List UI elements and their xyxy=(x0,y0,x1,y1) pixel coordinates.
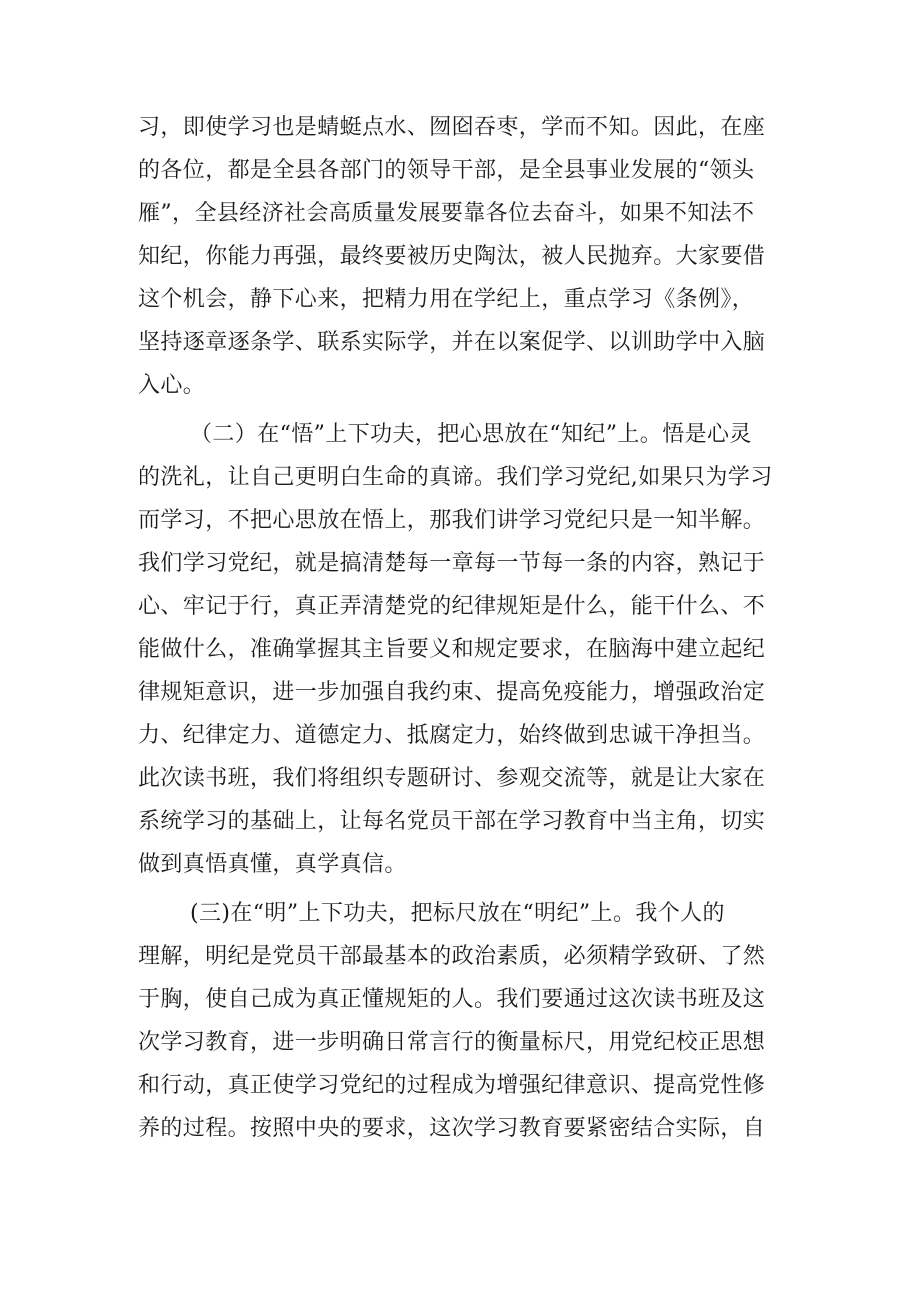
text-line: 坚持逐章逐条学、联系实际学，并在以案促学、以训助学中入脑 xyxy=(138,330,766,355)
text-line: 理解，明纪是党员干部最基本的政治素质，必须精学致研、了然 xyxy=(138,944,766,969)
text-line: 雁”，全县经济社会高质量发展要靠各位去奋斗，如果不知法不 xyxy=(138,201,755,226)
text-line: 入心。 xyxy=(138,373,206,398)
text-line: 的各位，都是全县各部门的领导干部，是全县事业发展的“领头 xyxy=(138,158,755,183)
text-line: 于胸，使自己成为真正懂规矩的人。我们要通过这次读书班及这 xyxy=(138,987,766,1012)
text-line: 做到真悟真懂，真学真信。 xyxy=(138,852,407,877)
text-line: 系统学习的基础上，让每名党员干部在学习教育中当主角，切实 xyxy=(138,809,766,834)
text-line: 这个机会，静下心来，把精力用在学纪上，重点学习《条例》， xyxy=(138,287,755,312)
text-line: 此次读书班，我们将组织专题研讨、参观交流等，就是让大家在 xyxy=(138,766,766,791)
section-heading-line: （二）在“悟”上下功夫，把心思放在“知纪”上。悟是心灵 xyxy=(190,422,752,447)
text-line: 次学习教育，进一步明确日常言行的衡量标尺，用党纪校正思想 xyxy=(138,1030,766,1055)
section-heading-line: (三)在“明”上下功夫，把标尺放在“明纪”上。我个人的 xyxy=(190,901,725,926)
text-line: 而学习，不把心思放在悟上，那我们讲学习党纪只是一知半解。 xyxy=(138,508,766,533)
text-line: 和行动，真正使学习党纪的过程成为增强纪律意识、提高党性修 xyxy=(138,1073,766,1098)
text-line: 心、牢记于行，真正弄清楚党的纪律规矩是什么，能干什么、不 xyxy=(138,594,766,619)
text-line: 律规矩意识，进一步加强自我约束、提高免疫能力，增强政治定 xyxy=(138,680,766,705)
text-line: 养的过程。按照中央的要求，这次学习教育要紧密结合实际，自 xyxy=(138,1116,766,1141)
text-line: 习，即使学习也是蜻蜓点水、囫囵吞枣，学而不知。因此，在座 xyxy=(138,115,766,140)
text-line: 我们学习党纪，就是搞清楚每一章每一节每一条的内容，熟记于 xyxy=(138,551,766,576)
text-line: 的洗礼，让自己更明白生命的真谛。我们学习党纪,如果只为学习 xyxy=(138,465,773,490)
text-line: 知纪，你能力再强，最终要被历史陶汰，被人民抛弃。大家要借 xyxy=(138,244,766,269)
text-line: 能做什么，准确掌握其主旨要义和规定要求，在脑海中建立起纪 xyxy=(138,637,766,662)
text-line: 力、纪律定力、道德定力、抵腐定力，始终做到忠诚干净担当。 xyxy=(138,723,766,748)
